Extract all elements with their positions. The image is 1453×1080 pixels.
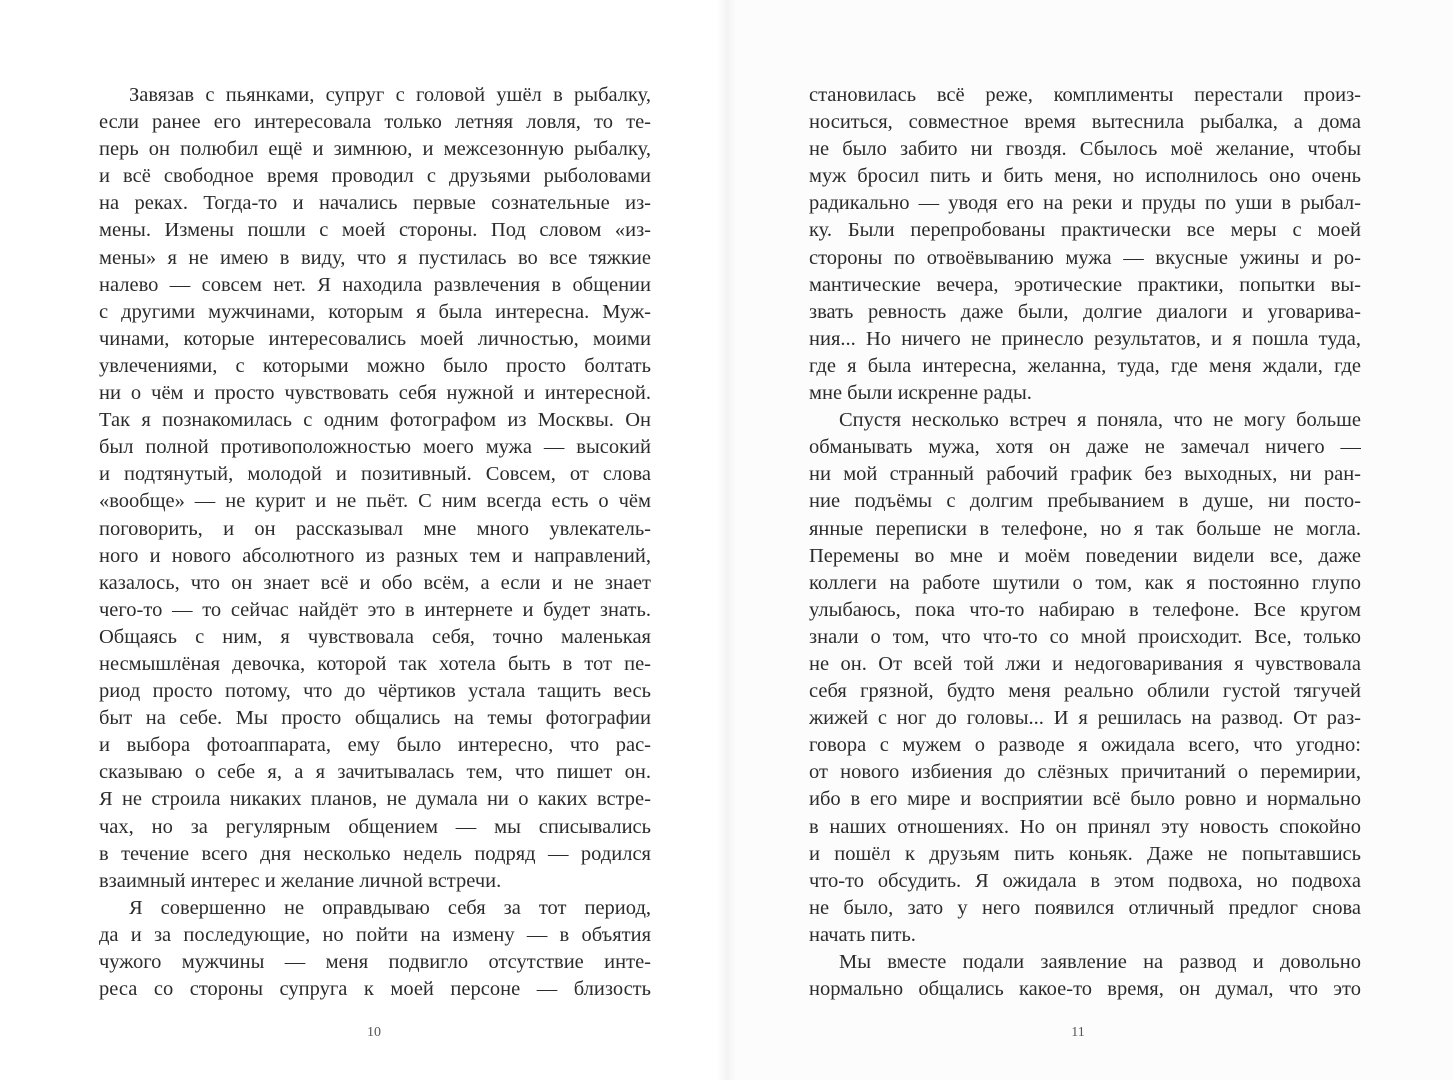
text-line: от нового избиения до слёзных причитаний о перемирии, — [809, 761, 1361, 784]
text-line: чах, но за регулярным общением — мы списывались — [99, 815, 651, 838]
text-line: ни мой странный рабочий график без выходных, ни ран- — [809, 463, 1361, 486]
text-line: говора с мужем о разводе я ожидала всего, что угодно: — [809, 734, 1361, 757]
text-line: «вообще» — не курит и не пьёт. С ним всегда есть о чём — [99, 490, 651, 513]
text-line: с другими мужчинами, которым я была интересна. Муж- — [99, 300, 651, 323]
text-line: поговорить, и он рассказывал мне много увлекатель- — [99, 517, 651, 540]
text-line: жижей с ног до головы... И я решилась на развод. От раз- — [809, 707, 1361, 730]
text-line: казалось, что он знает всё и обо всём, а если и не знает — [99, 571, 651, 594]
text-line: коллеги на работе шутили о том, как я постоянно глупо — [809, 571, 1361, 594]
text-line: улыбаюсь, пока что-то набираю в телефоне. Все кругом — [809, 598, 1361, 621]
text-line: не было забито ни гвоздя. Сбылось моё желание, чтобы — [809, 138, 1361, 161]
text-line: знали о том, что что-то со мной происходит. Все, только — [809, 625, 1361, 648]
text-line: Завязав с пьянками, супруг с головой ушёл в рыбалку, — [129, 84, 651, 106]
text-line: быт на себе. Мы просто общались на темы фотографии — [99, 707, 651, 730]
text-line: перь он полюбил ещё и зимнюю, и межсезонную рыбалку, — [99, 138, 651, 161]
text-line: носиться, совместное время вытеснила рыбалка, а дома — [809, 111, 1361, 134]
text-line: и пошёл к друзьям пить коньяк. Даже не попытавшись — [809, 842, 1361, 865]
text-line: звать ревность даже были, долгие диалоги и уговарива- — [809, 300, 1361, 323]
text-line: в течение всего дня несколько недель подряд — родился — [99, 842, 651, 865]
text-line: несмышлёная девочка, которой так хотела быть в тот пе- — [99, 652, 651, 675]
left-page-number: 10 — [367, 1025, 381, 1040]
text-line: Так я познакомилась с одним фотографом из Москвы. Он — [99, 409, 651, 432]
text-line: риод просто потому, что до чёртиков устала тащить весь — [99, 680, 651, 703]
book-gutter — [716, 0, 736, 1080]
text-line: ни о чём и просто чувствовать себя нужной и интересной. — [99, 382, 651, 405]
text-line: не было, зато у него появился отличный предлог снова — [809, 896, 1361, 919]
text-line: увлечениями, с которыми можно было просто болтать — [99, 354, 651, 377]
text-line: если ранее его интересовала только летняя ловля, то те- — [99, 111, 651, 134]
text-line: реса со стороны супруга к моей персоне — близость — [99, 978, 651, 1001]
text-line: Мы вместе подали заявление на развод и довольно — [839, 951, 1361, 973]
text-line: обманывать мужа, хотя он даже не замечал ничего — — [809, 436, 1361, 459]
text-line: Я не строила никаких планов, не думала ни о каких встре- — [99, 788, 651, 811]
text-line: нормально общались какое-то время, он думал, что это — [809, 978, 1361, 1001]
text-line: сказываю о себе я, а я зачитывалась тем, что пишет он. — [99, 761, 651, 784]
text-line: мены. Измены пошли с моей стороны. Под словом «из- — [99, 219, 651, 242]
text-line: и выбора фотоаппарата, ему было интересно, что рас- — [99, 734, 651, 757]
text-line: мантические вечера, эротические практики, попытки вы- — [809, 273, 1361, 296]
left-page-text — [99, 82, 651, 1003]
text-line: янные переписки в телефоне, но я так больше не могла. — [809, 517, 1361, 540]
text-line: взаимный интерес и желание личной встречи. — [99, 869, 502, 892]
text-line: ибо в его мире и восприятии всё было ровно и нормально — [809, 788, 1361, 811]
right-page-number: 11 — [1071, 1025, 1085, 1040]
text-line: ного и нового абсолютного из разных тем и направлений, — [99, 544, 651, 567]
text-line: где я была интересна, желанна, туда, где меня ждали, где — [809, 354, 1361, 377]
text-line: мне были искренне рады. — [809, 382, 1032, 405]
text-line: налево — совсем нет. Я находила развлечения в общении — [99, 273, 651, 296]
text-line: чинами, которые интересовались моей личностью, моими — [99, 327, 651, 350]
text-line: да и за последующие, но пойти на измену — в объятия — [99, 923, 651, 946]
text-line: ния... Но ничего не принесло результатов, и я пошла туда, — [809, 327, 1361, 350]
text-line: мены» я не имею в виду, что я пустилась во все тяжкие — [99, 246, 651, 269]
text-line: на реках. Тогда-то и начались первые сознательные из- — [99, 192, 651, 215]
text-line: и подтянутый, молодой и позитивный. Совсем, от слова — [99, 463, 651, 486]
text-line: Я совершенно не оправдываю себя за тот период, — [129, 896, 651, 919]
right-page — [726, 0, 1453, 1080]
text-line: чего-то — то сейчас найдёт это в интернете и будет знать. — [99, 598, 651, 621]
text-line: радикально — уводя его на реки и пруды по уши в рыбал- — [809, 192, 1361, 215]
text-line: ние подъёмы с долгим пребыванием в душе, ни посто- — [809, 490, 1361, 513]
text-line: ку. Были перепробованы практически все меры с моей — [809, 219, 1361, 242]
text-line: и всё свободное время проводил с друзьями рыболовами — [99, 165, 651, 188]
left-page — [0, 0, 726, 1080]
text-line: был полной противоположностью моего мужа — высокий — [99, 436, 651, 459]
text-line: не он. От всей той лжи и недоговаривания я чувствовала — [809, 652, 1361, 675]
text-line: Общаясь с ним, я чувствовала себя, точно маленькая — [99, 625, 651, 648]
text-line: чужого мужчины — меня подвигло отсутствие инте- — [99, 951, 651, 973]
text-line: в наших отношениях. Но он принял эту новость спокойно — [809, 815, 1361, 838]
text-line: себя грязной, будто меня реально облили густой тягучей — [809, 680, 1361, 703]
text-line: становилась всё реже, комплименты перестали произ- — [809, 84, 1361, 106]
text-line: начать пить. — [809, 923, 916, 946]
right-page-text — [809, 82, 1361, 1003]
text-line: стороны по отвоёвыванию мужа — вкусные ужины и ро- — [809, 246, 1361, 269]
text-line: муж бросил пить и бить меня, но исполнилось оно очень — [809, 165, 1361, 188]
text-line: что-то обсудить. Я ожидала в этом подвоха, но подвоха — [809, 869, 1361, 892]
text-line: Перемены во мне и моём поведении видели все, даже — [809, 544, 1361, 567]
text-line: Спустя несколько встреч я поняла, что не могу больше — [839, 409, 1361, 432]
